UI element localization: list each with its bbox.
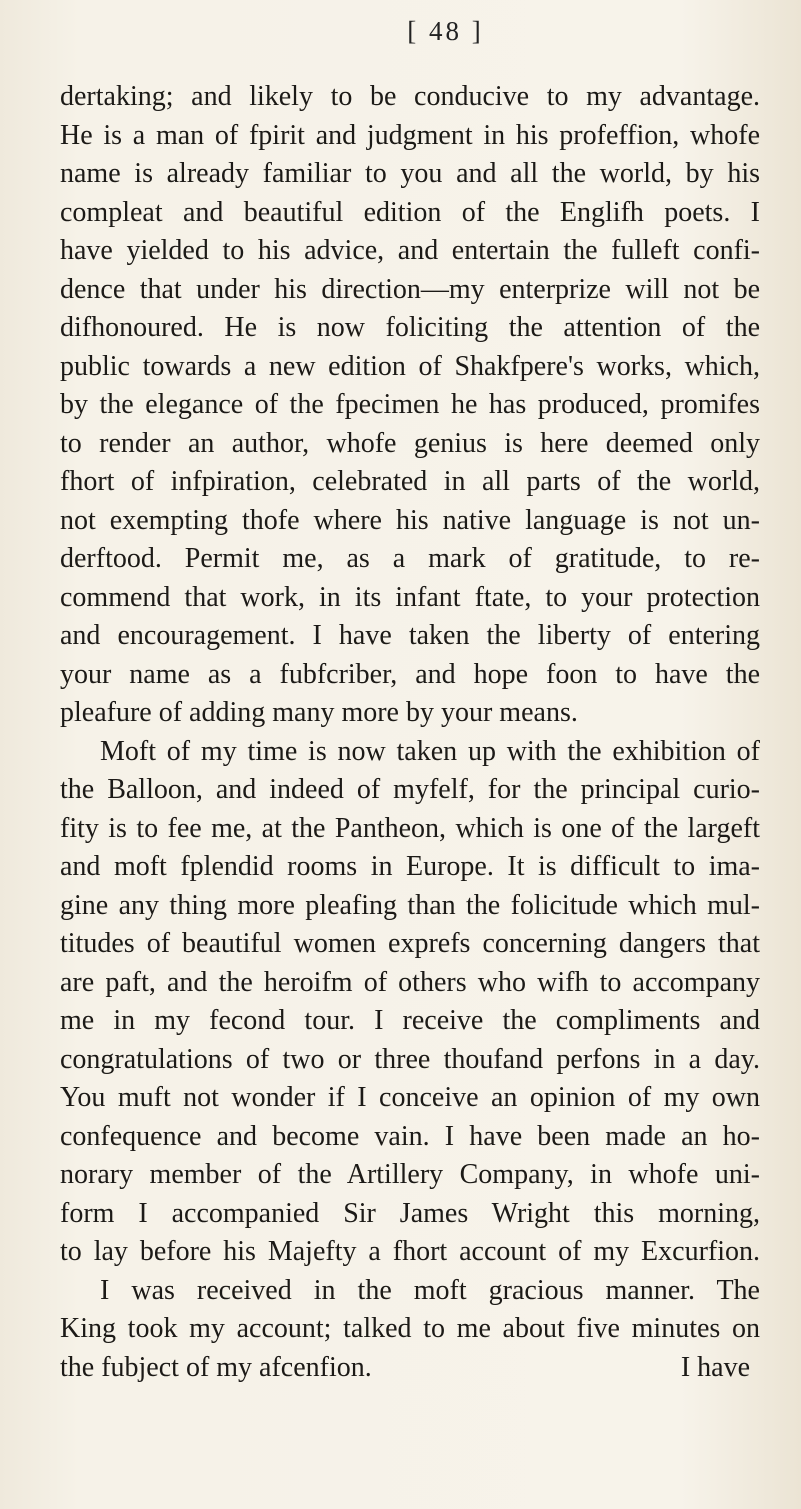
text-line: by the elegance of the fpecimen he has produced, promifes	[60, 389, 760, 420]
page-header	[0, 16, 801, 47]
text-line: the Balloon, and indeed of myfelf, for the principal curio-	[60, 774, 760, 805]
text-line: have yielded to his advice, and entertain the fulleft confi-	[60, 235, 760, 266]
text-line: commend that work, in its infant ftate, to your protection	[60, 581, 760, 613]
text-line: congratulations of two or three thoufand perfons in a day.	[60, 1043, 760, 1075]
paragraph-start-line: Moft of my time is now taken up with the exhibition of	[100, 735, 760, 767]
text-line: are paft, and the heroifm of others who wifh to accompany	[60, 966, 760, 998]
text-line: dertaking; and likely to be conducive to my advantage.	[60, 81, 760, 112]
text-line: derftood. Permit me, as a mark of gratitude, to re-	[60, 543, 760, 574]
page-number: [ 48 ]	[407, 16, 484, 46]
text-line: form I accompanied Sir James Wright this morning,	[60, 1197, 760, 1229]
text-line: dence that under his direction—my enterprize will not be	[60, 273, 760, 305]
body-text	[60, 78, 760, 1387]
text-line: titudes of beautiful women exprefs concerning dangers that	[60, 928, 760, 959]
text-line: and moft fplendid rooms in Europe. It is difficult to ima-	[60, 851, 760, 882]
text-line: public towards a new edition of Shakfpere's works, which,	[60, 350, 760, 382]
final-line	[60, 1349, 760, 1388]
text-line: me in my fecond tour. I receive the compliments and	[60, 1005, 760, 1036]
text-line: fhort of infpiration, celebrated in all parts of the world,	[60, 466, 760, 497]
text-line: name is already familiar to you and all the world, by his	[60, 158, 760, 189]
text-line: gine any thing more pleafing than the folicitude which mul-	[60, 889, 760, 921]
text-line: your name as a fubfcriber, and hope foon to have the	[60, 658, 760, 690]
text-line: and encouragement. I have taken the liberty of entering	[60, 620, 760, 651]
text-line: pleafure of adding many more by your means.	[60, 697, 578, 728]
catchword: I have	[680, 1351, 750, 1383]
text-line: fity is to fee me, at the Pantheon, which is one of the largeft	[60, 812, 760, 844]
text-line: King took my account; talked to me about five minutes on	[60, 1313, 760, 1344]
text-line: compleat and beautiful edition of the Englifh poets. I	[60, 196, 760, 228]
text-line: You muft not wonder if I conceive an opinion of my own	[60, 1082, 760, 1113]
text-line: He is a man of fpirit and judgment in his profeffion, whofe	[60, 119, 760, 151]
paragraph-start-line: I was received in the moft gracious manner. The	[100, 1274, 760, 1306]
text-line: confequence and become vain. I have been made an ho-	[60, 1120, 760, 1152]
text-line: not exempting thofe where his native language is not un-	[60, 504, 760, 536]
text-line: norary member of the Artillery Company, in whofe uni-	[60, 1159, 760, 1190]
text-line: difhonoured. He is now foliciting the attention of the	[60, 312, 760, 343]
text-line: to render an author, whofe genius is here deemed only	[60, 427, 760, 459]
text-line: the fubject of my afcenfion.	[60, 1351, 372, 1383]
text-line: to lay before his Majefty a fhort account of my Excurfion.	[60, 1236, 760, 1267]
